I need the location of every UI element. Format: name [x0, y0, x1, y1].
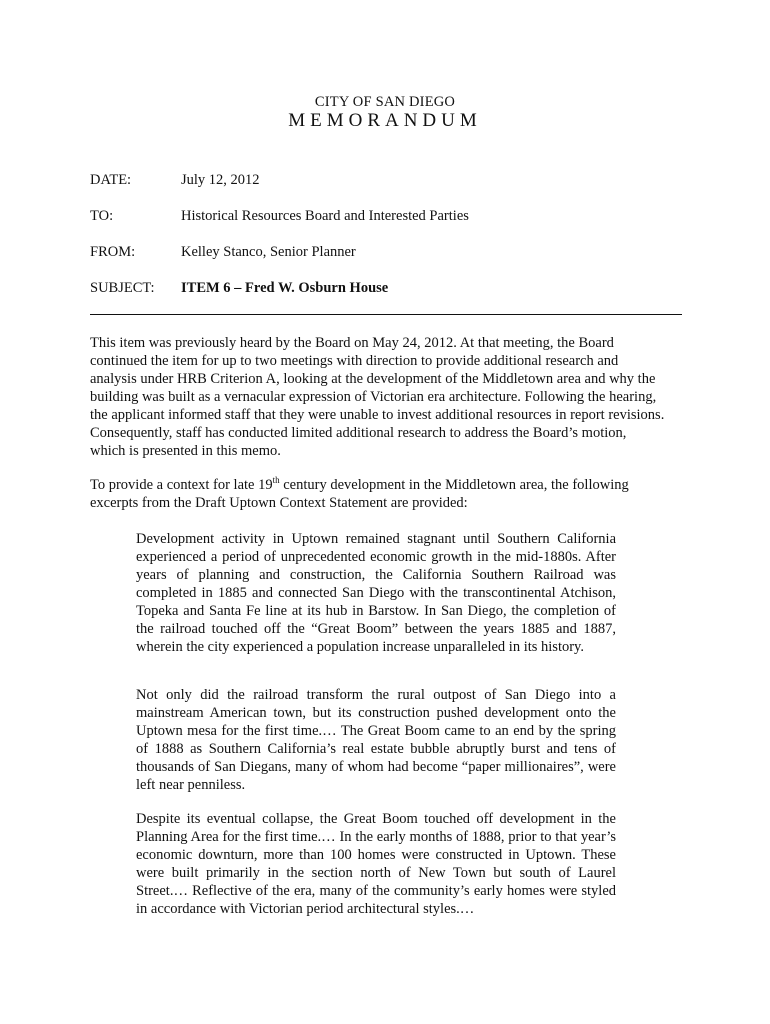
memo-title: MEMORANDUM [288, 110, 482, 131]
excerpt-quote-2: Not only did the railroad transform the rural outpost of San Diego into a mainstream American town, but its construction pushed development onto the Uptown mesa for the first time.… The Great Boom came to an end by the spring of 1888 as Southern California’s real estate bubble abruptly burst and tens of thousands of San Diegans, many of whom had become “paper millionaires”, were left near penniless. [136, 687, 616, 793]
context-text-start: To provide a context for late 19 [90, 477, 273, 493]
excerpt-quote-3: Despite its eventual collapse, the Great Boom touched off development in the Planning Area for the first time.… In the early months of 1888, prior to that year’s economic downturn, more than 100 homes were constructed in Uptown. These were built primarily in the section north of New Town but south of Laurel Street.… Reflective of the era, many of the community’s early homes were styled in accordance with Victorian period architectural styles.… [136, 811, 616, 917]
header-divider [90, 314, 682, 315]
context-paragraph [90, 476, 665, 512]
intro-paragraph: This item was previously heard by the Board on May 24, 2012. At that meeting, the Board continued the item for up to two meetings with direction to provide additional research and analysis under HRB Criterion A, looking at the development of the Middletown area and why the building was built as a vernacular expression of Victorian era architecture. Following the hearing, the applicant informed staff that they were unable to invest additional resources in report revisions. Consequently, staff has conducted limited additional research to address the Board’s motion, which is presented in this memo. [90, 335, 665, 459]
subject-label: SUBJECT: [90, 280, 155, 296]
date-row [90, 172, 260, 189]
subject-value: ITEM 6 – Fred W. Osburn House [181, 280, 389, 296]
from-value: Kelley Stanco, Senior Planner [181, 244, 356, 260]
from-row [90, 244, 356, 261]
to-value: Historical Resources Board and Interested Parties [181, 208, 469, 224]
date-label: DATE: [90, 172, 132, 188]
excerpt-quote-1: Development activity in Uptown remained stagnant until Southern California experienced a period of unprecedented economic growth in the mid-1880s. After years of planning and construction, the California Southern Railroad was completed in 1885 and connected San Diego with the transcontinental Atchison, Topeka and Santa Fe line at its hub in Barstow. In San Diego, the completion of the railroad touched off the “Great Boom” between the years 1885 and 1887, wherein the city experienced a population increase unparalleled in its history. [136, 531, 616, 655]
to-row [90, 208, 469, 225]
to-label: TO: [90, 208, 114, 224]
ordinal-suffix: th [272, 475, 280, 485]
subject-row [90, 280, 388, 297]
organization-name: CITY OF SAN DIEGO [314, 94, 456, 110]
from-label: FROM: [90, 244, 136, 260]
date-value: July 12, 2012 [181, 172, 260, 188]
context-text-end: century development in the Middletown area, the following excerpts from the Draft Uptown Context Statement are provided: [90, 477, 629, 511]
